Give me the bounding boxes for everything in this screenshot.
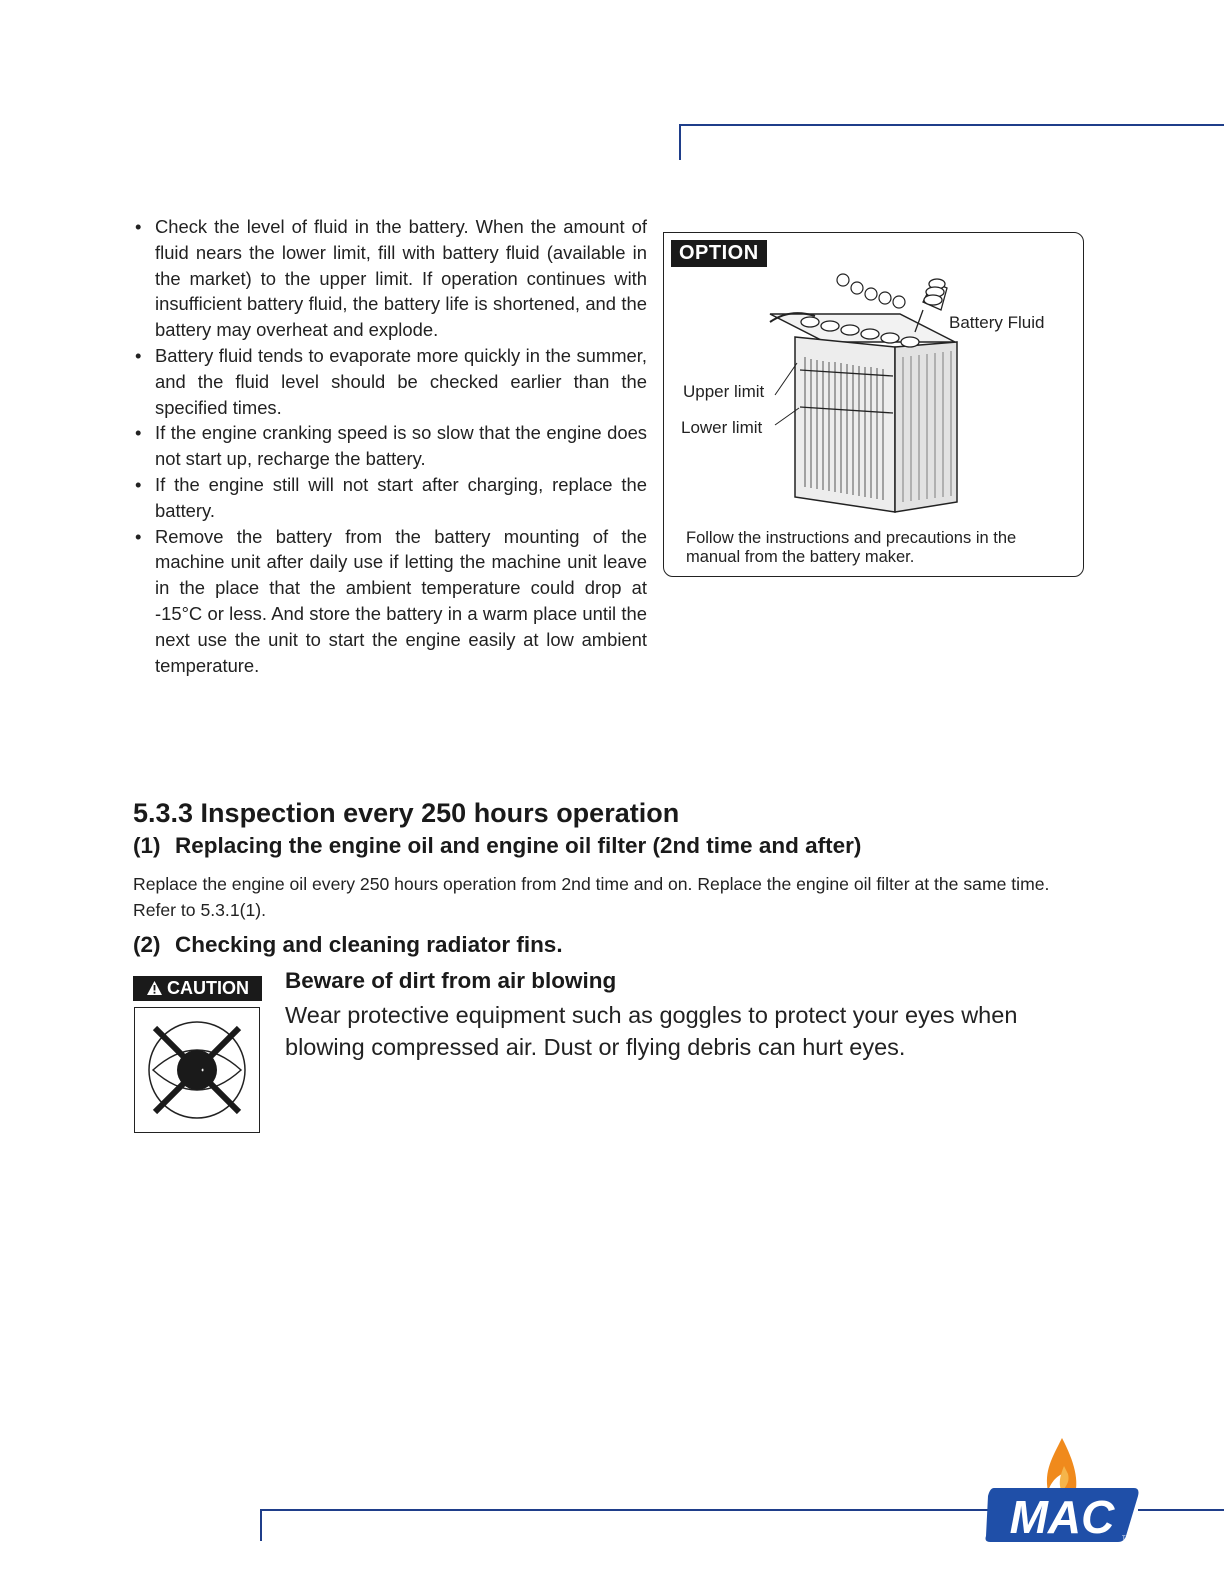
list-item: • Battery fluid tends to evaporate more quickly in the summer, and the fluid level should be checked earlier than the specified times. (135, 344, 647, 418)
warning-triangle-icon (146, 980, 163, 996)
bullet-marker: • (135, 344, 142, 366)
figure-note: Follow the instructions and precautions in the manual from the battery maker. (686, 529, 1017, 566)
subsection-1-number: (1) (133, 833, 161, 858)
list-item: • Check the level of fluid in the battery. When the amount of fluid nears the lower limit, fill with battery fluid (available in the market) to the upper limit. If operation continues with insufficient battery fluid, the battery life is shortened, and the battery may overheat and explode. (135, 216, 647, 341)
battery-check-list (135, 214, 647, 678)
subsection-2-number: (2) (133, 932, 161, 957)
eye-hazard-pictogram (134, 1007, 260, 1133)
caution-tag: CAUTION (133, 976, 262, 1001)
bullet-marker: • (135, 473, 142, 495)
logo-text: MAC (1009, 1491, 1115, 1543)
logo-trademark: TM (1122, 1536, 1131, 1542)
caution-title: Beware of dirt from air blowing (285, 968, 617, 993)
subsection-2-title: Checking and cleaning radiator fins. (175, 932, 563, 957)
label-upper-limit: Upper limit (683, 382, 765, 401)
top-frame-rule (679, 124, 1224, 126)
bullet-marker: • (135, 216, 142, 237)
bottom-frame-rule (260, 1509, 990, 1511)
section-title: 5.3.3 Inspection every 250 hours operation (133, 798, 680, 828)
list-item: • If the engine cranking speed is so slow that the engine does not start up, recharge the battery. (135, 422, 647, 470)
bullet-marker: • (135, 525, 142, 547)
caution-body: Wear protective equipment such as goggles to protect your eyes when blowing compressed air. Dust or flying debris can hurt eyes. (285, 1002, 1018, 1060)
bottom-frame-rule-vertical (260, 1509, 262, 1541)
bullet-marker: • (135, 422, 142, 444)
list-item: • If the engine still will not start after charging, replace the battery. (135, 473, 647, 521)
top-frame-rule-vertical (679, 124, 681, 160)
mac-logo (982, 1436, 1142, 1546)
eye-crossed-icon (135, 1008, 258, 1131)
subsection-2-heading (133, 932, 563, 958)
subsection-1-heading (133, 833, 861, 859)
label-lower-limit: Lower limit (681, 418, 763, 437)
bottom-frame-rule-right (1138, 1509, 1224, 1511)
list-item: • Remove the battery from the battery mounting of the machine unit after daily use if letting the machine unit leave in the place that the ambient temperature could drop at -15°C or less. And store the battery in a warm place until the next use the unit to start the engine easily at low ambient temperature. (135, 525, 647, 676)
label-battery-fluid: Battery Fluid (949, 313, 1045, 332)
option-tag: OPTION (671, 240, 767, 267)
subsection-1-title: Replacing the engine oil and engine oil filter (2nd time and after) (175, 833, 862, 858)
subsection-1-text: Replace the engine oil every 250 hours operation from 2nd time and on. Replace the engine oil filter at the same time. Refer to 5.3.1(1). (133, 874, 1050, 920)
